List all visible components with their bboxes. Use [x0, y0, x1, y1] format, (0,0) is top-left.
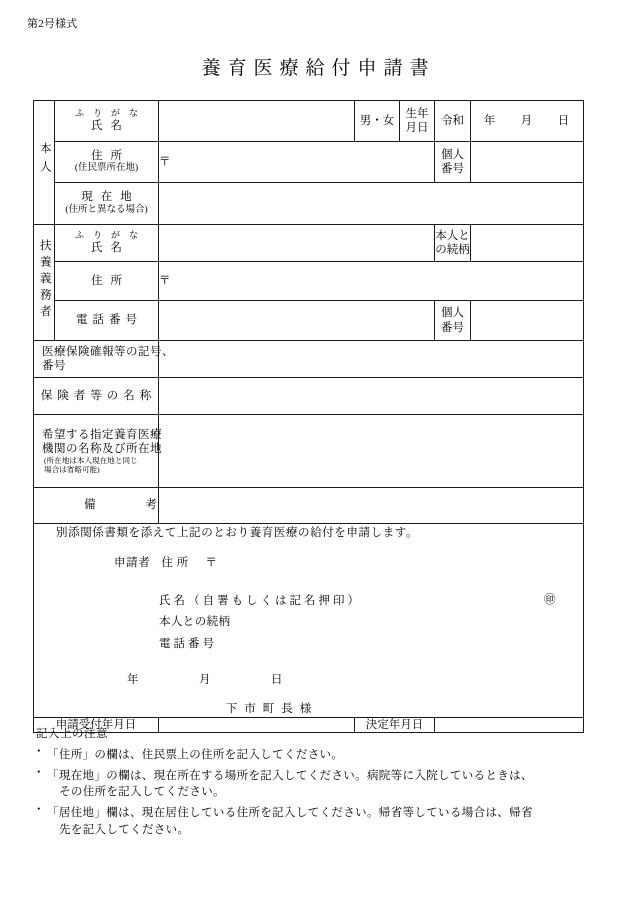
- declaration-zip-mark-icon: 〒: [205, 557, 218, 570]
- label-current-location: 現在地: [81, 191, 140, 204]
- input-supporter-address[interactable]: [159, 262, 584, 301]
- input-insurance-symbol[interactable]: [159, 341, 584, 378]
- instruction-text-2-main: 「現在地」の欄は、現在所在する場所を記入してください。病院等に入院しているときは、: [47, 769, 533, 782]
- instruction-item: [33, 768, 603, 801]
- label-application-received-date: 申請受付年月日: [34, 717, 159, 732]
- declaration-relation-line: 本人との続柄: [159, 616, 231, 629]
- declaration-applicant-word: 申請者: [114, 557, 151, 570]
- bullet-icon: ・: [33, 745, 45, 758]
- table-row-supporter-name: [34, 225, 584, 262]
- input-remarks[interactable]: [159, 488, 584, 524]
- table-row-remarks: [34, 488, 584, 524]
- instruction-item: [33, 805, 603, 838]
- declaration-date-month: 月: [199, 673, 211, 686]
- label-supporter-phone: [55, 301, 159, 341]
- unit-day: 日: [557, 114, 571, 127]
- label-facility: [34, 415, 162, 488]
- label-facility-line1: 希望する指定養育医療: [42, 428, 162, 441]
- label-mynumber-line1: 個人: [441, 148, 464, 161]
- label-facility-note-line2: 場合は省略可能): [44, 465, 100, 475]
- section-label-supporter-text: 扶養義務者: [38, 239, 51, 322]
- label-supporter-address-text: 住所: [91, 274, 130, 287]
- table-row-applicant-current-location: [34, 183, 584, 225]
- unit-year: 年: [483, 114, 497, 127]
- label-insurance-symbol-line1: 医療保険確報等の記号、: [42, 345, 174, 358]
- label-remarks-text: 備考: [84, 499, 207, 512]
- table-row-facility: [34, 415, 584, 488]
- declaration-date-day: 日: [271, 673, 283, 686]
- label-supporter-name-text: 氏名: [91, 242, 130, 255]
- label-address: 住所: [91, 149, 130, 162]
- bullet-icon: ・: [33, 766, 45, 779]
- instruction-text-3-main: 「居住地」欄は、現在居住している住所を記入してください。帰省等している場合は、帰省: [47, 807, 533, 820]
- declaration-addressee: 下市町長様: [225, 703, 319, 716]
- label-birthdate: [400, 101, 435, 142]
- label-birthdate-line1: 生年: [405, 107, 429, 120]
- declaration-date-year: 年: [127, 673, 139, 686]
- label-applicant-address: [55, 142, 159, 183]
- input-insurer-name[interactable]: [159, 378, 584, 415]
- label-insurance-symbol-line2: 番号: [42, 360, 66, 372]
- seal-stamp-icon: ㊞: [544, 593, 556, 606]
- application-form-table: [33, 100, 584, 733]
- label-gender: 男・女: [355, 101, 400, 142]
- instructions-title: 記入上の注意: [36, 728, 108, 740]
- input-applicant-mynumber[interactable]: [471, 142, 584, 183]
- input-supporter-relation[interactable]: [471, 225, 584, 262]
- input-supporter-phone[interactable]: [159, 301, 435, 341]
- zip-mark-icon: 〒: [159, 155, 171, 168]
- input-supporter-name[interactable]: [159, 225, 435, 262]
- input-birthdate[interactable]: [471, 101, 584, 142]
- label-insurer-name: [34, 378, 159, 415]
- label-supporter-phone-text: 電話番号: [76, 314, 142, 327]
- label-supporter-mynumber-line1: 個人: [441, 307, 464, 320]
- label-current-location-sub: (住所と異なる場合): [65, 204, 148, 215]
- instruction-text-3: [47, 805, 603, 838]
- form-number: 第2号様式: [27, 18, 78, 30]
- label-supporter-furigana: ふりがな: [74, 230, 147, 241]
- label-insurer-name-text: 保険者等の名称: [40, 389, 157, 402]
- label-supporter-mynumber: [435, 301, 471, 341]
- instructions-block: [33, 729, 603, 843]
- unit-month: 月: [520, 114, 534, 127]
- table-row-applicant-address: [34, 142, 584, 183]
- label-mynumber-line2: 番号: [441, 163, 464, 175]
- declaration-address-label: 住所: [161, 557, 193, 570]
- table-row-declaration: [34, 524, 584, 718]
- supporter-zip-mark-icon: 〒: [159, 274, 171, 287]
- table-row-supporter-phone: [34, 301, 584, 341]
- declaration-date-line: [127, 673, 583, 687]
- instruction-text-3-cont: 先を記入してください。: [59, 823, 190, 836]
- declaration-name-line: [159, 594, 583, 608]
- section-label-applicant: [34, 101, 55, 225]
- input-facility[interactable]: [159, 415, 584, 488]
- label-relation-line1: 本人と: [435, 229, 470, 242]
- instruction-text-2-cont: その住所を記入してください。: [59, 786, 225, 799]
- label-supporter-mynumber-line2: 番号: [441, 321, 464, 334]
- label-furigana: ふりがな: [74, 108, 147, 119]
- instruction-text-1: 「住所」の欄は、住民票上の住所を記入してください。: [47, 748, 344, 761]
- label-applicant-name: [55, 101, 159, 142]
- instruction-item: [33, 747, 603, 763]
- page-title: 養育医療給付申請書: [201, 58, 436, 79]
- table-row-insurance-symbol: [34, 341, 584, 378]
- label-address-sub: (住民票所在地): [74, 163, 139, 174]
- label-applicant-mynumber: [435, 142, 471, 183]
- label-birthdate-line2: 月日: [405, 122, 429, 134]
- section-label-supporter: [34, 225, 55, 341]
- label-supporter-name: [55, 225, 159, 262]
- input-applicant-address[interactable]: [159, 142, 435, 183]
- label-supporter-address: [55, 262, 159, 301]
- label-applicant-current-location: [55, 183, 159, 225]
- declaration-address-line: [114, 556, 583, 570]
- input-supporter-mynumber[interactable]: [471, 301, 584, 341]
- label-facility-line2: 機関の名称及び所在地: [42, 442, 162, 455]
- label-supporter-relation: [435, 225, 471, 262]
- bullet-icon: ・: [33, 804, 45, 817]
- label-insurance-symbol: [34, 341, 174, 378]
- input-applicant-current-location[interactable]: [159, 183, 584, 225]
- label-decision-date: 決定年月日: [355, 717, 435, 732]
- declaration-name-label: 氏名（自署もしくは記名押印）: [159, 594, 362, 607]
- instruction-text-2: [47, 768, 603, 801]
- declaration-block: [34, 524, 584, 718]
- declaration-statement: 別添関係書類を添えて上記のとおり養育医療の給付を申請します。: [56, 527, 419, 539]
- label-facility-note-line1: (所在地は本人現在地と同じ: [44, 456, 138, 466]
- table-row-applicant-name: [34, 101, 584, 142]
- label-remarks: [34, 488, 207, 524]
- label-relation-line2: の続柄: [435, 244, 470, 256]
- table-row-supporter-address: [34, 262, 584, 301]
- table-row-insurer-name: [34, 378, 584, 415]
- label-era: 令和: [435, 101, 471, 142]
- section-label-applicant-text: 本人: [38, 141, 51, 179]
- declaration-phone-line: 電話番号: [159, 637, 217, 650]
- label-name: 氏名: [91, 120, 130, 133]
- input-applicant-name[interactable]: [159, 101, 355, 142]
